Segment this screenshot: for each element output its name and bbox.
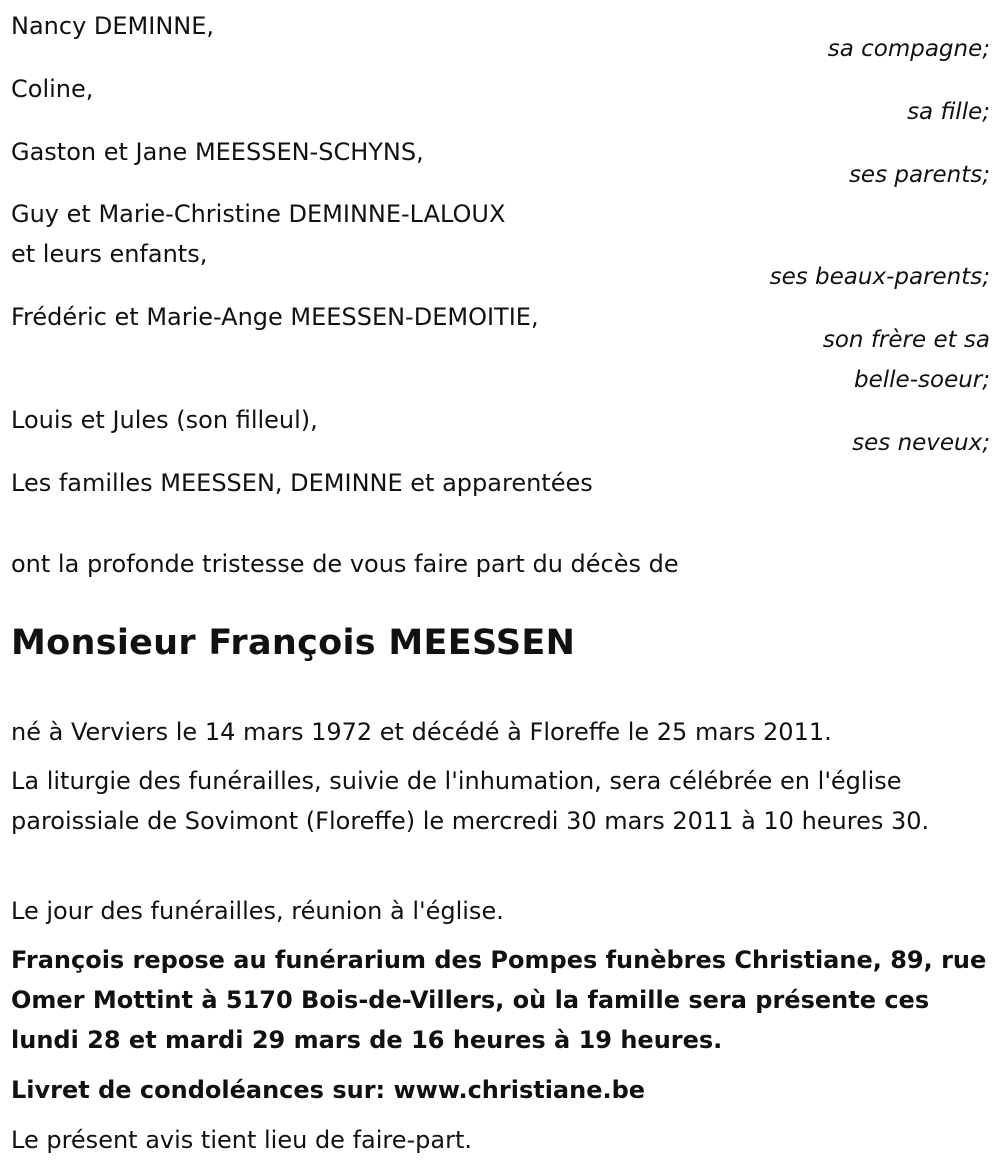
funerarium-info: François repose au funérarium des Pompes funèbres Christiane, 89, rue Omer Mottint à 5170 Bois-de-Villers, où la famille sera présente ces lundi 28 et mardi 29 mars de 16 heures à 19 heures. — [11, 946, 987, 1054]
family-relation: son frère et sa — [822, 327, 990, 353]
family-relation: sa compagne; — [827, 36, 990, 62]
condolences-info: Livret de condoléances sur: www.christiane.be — [11, 1076, 646, 1104]
birth-death-info: né à Verviers le 14 mars 1972 et décédé à Floreffe le 25 mars 2011. — [11, 718, 832, 746]
meeting-info: Le jour des funérailles, réunion à l'église. — [11, 897, 504, 925]
family-member-name-continued: et leurs enfants, — [11, 240, 208, 268]
family-member-name: Louis et Jules (son filleul), — [11, 406, 318, 434]
family-member-name: Les familles MEESSEN, DEMINNE et apparentées — [11, 469, 593, 497]
family-relation: ses parents; — [848, 162, 990, 188]
family-member-name: Frédéric et Marie-Ange MEESSEN-DEMOITIE, — [11, 303, 539, 331]
liturgy-info: La liturgie des funérailles, suivie de l'inhumation, sera célébrée en l'église paroissiale de Sovimont (Floreffe) le mercredi 30 mars 2011 à 10 heures 30. — [11, 767, 930, 835]
family-relation: ses neveux; — [852, 430, 990, 456]
announcement-text: ont la profonde tristesse de vous faire part du décès de — [11, 550, 679, 578]
notice-text: Le présent avis tient lieu de faire-part. — [11, 1126, 473, 1154]
deceased-name: Monsieur François MEESSEN — [11, 623, 576, 663]
family-member-name: Guy et Marie-Christine DEMINNE-LALOUX — [11, 200, 506, 228]
family-member-name: Coline, — [11, 75, 94, 103]
family-member-name: Gaston et Jane MEESSEN-SCHYNS, — [11, 138, 424, 166]
family-member-name: Nancy DEMINNE, — [11, 12, 215, 40]
family-relation-continued: belle-soeur; — [854, 367, 990, 393]
family-relation: sa fille; — [907, 99, 990, 125]
family-relation: ses beaux-parents; — [769, 264, 990, 290]
